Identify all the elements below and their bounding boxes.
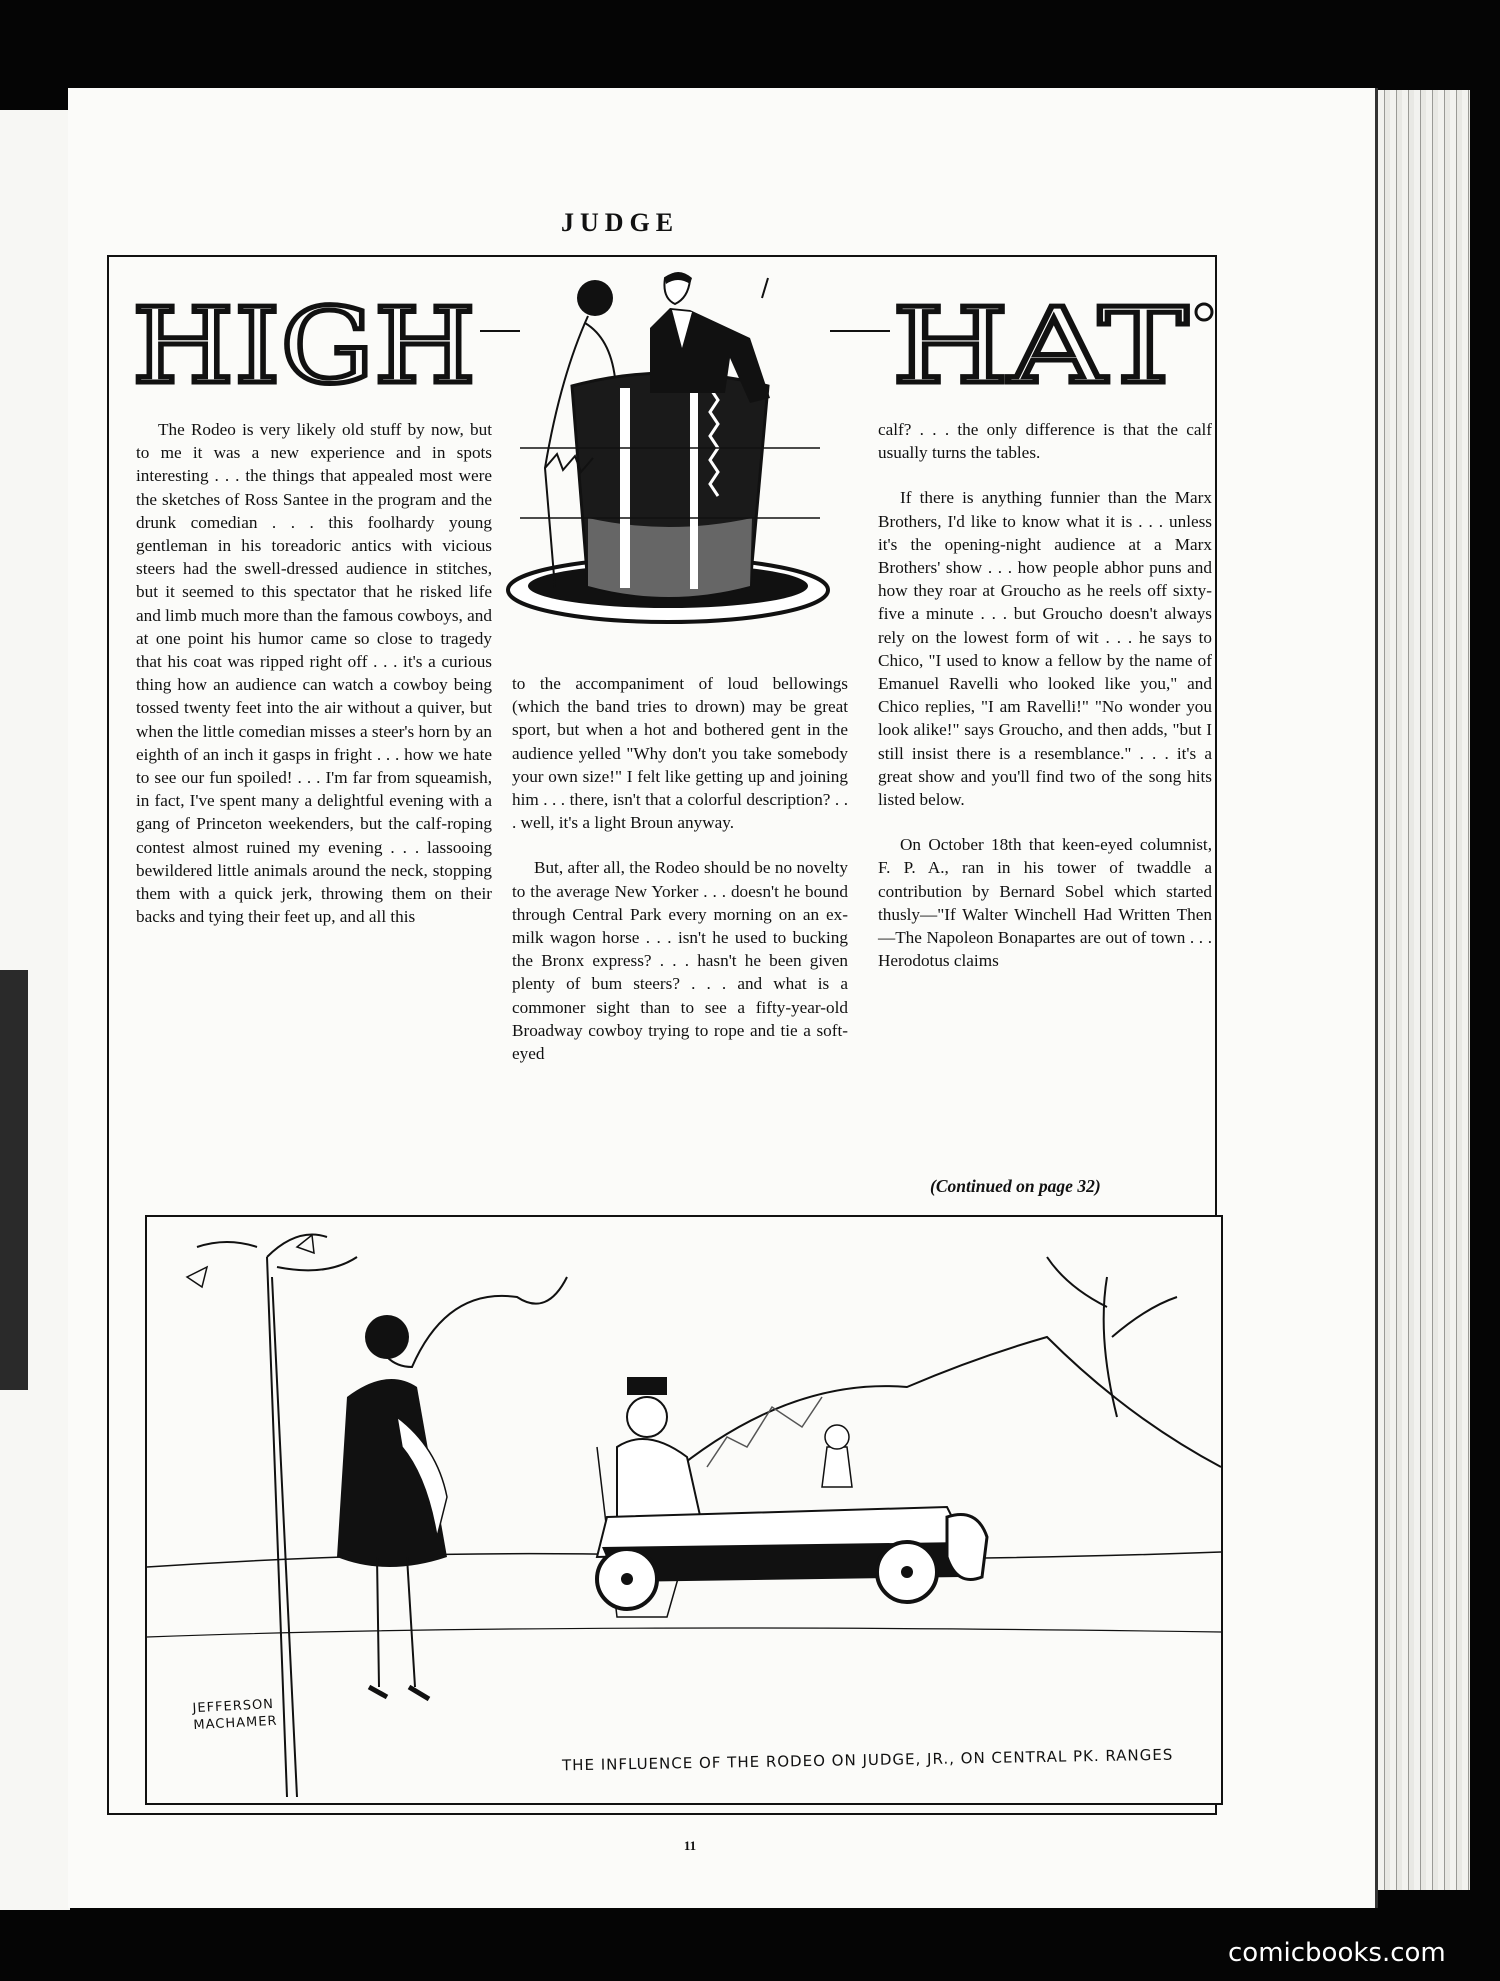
article-paragraph: If there is anything funnier than the Marx Brothers, I'd like to know what it is . . . unless it's the opening-night audience at a Marx Brothers' show . . . how people abhor puns and how they roar at Groucho as he reels off sixty-five a minute . . . but Groucho doesn't always rely on the lowest form of wit . . . he says to Chico, "I used to know a fellow by the name of Emanuel Ravelli who looked like you," and Chico replies, "I am Ravelli!" "No wonder you look alike!" says Groucho, and then adds, "but I still insist there is a resemblance." . . . it's a great show and you'll find two of the song hits listed below. <box>878 488 1212 810</box>
article-column-3 <box>878 418 1212 994</box>
article-paragraph: The Rodeo is very likely old stuff by now, but to me it was a new experience and in spots interesting . . . the things that appealed most were the sketches of Ross Santee in the program and the drunk comedian . . . this foolhardy young gentleman in his toreadoric antics with vicious steers had the swell-dressed audience in stitches, but it seemed to this spectator that he risked life and limb much more than the famous cowboys, and at one point his humor came so close to tragedy that his coat was ripped right off . . . it's a curious thing how an audience can watch a cowboy being tossed twenty feet into the air without a quiver, but when the little comedian misses a steer's horn by an eighth of an inch it gasps in fright . . . how we hate to see our fun spoiled! . . . I'm far from squeamish, in fact, I've spent many a delightful evening with a gang of Princeton weekenders, but the calf-roping contest almost ruined my evening . . . lassooing bewildered little animals around the neck, stopping them with a quick jerk, throwing them on their backs and tying their feet up, and all this <box>136 420 492 927</box>
article-column-1 <box>136 418 492 950</box>
cartoon-caption: THE INFLUENCE OF THE RODEO ON JUDGE, JR., ON CENTRAL PK. RANGES <box>561 1745 1174 1775</box>
artist-signature: JEFFERSON MACHAMER <box>192 1696 278 1734</box>
cartoon-drawing <box>147 1217 1221 1803</box>
article-paragraph: calf? . . . the only difference is that the calf usually turns the tables. <box>878 420 1212 463</box>
left-page-edge <box>0 110 70 1910</box>
top-hat-illustration <box>500 268 835 633</box>
article-column-2 <box>512 672 848 1087</box>
page-number: 11 <box>683 1838 697 1853</box>
cartoon-panel <box>145 1215 1223 1805</box>
article-paragraph: But, after all, the Rodeo should be no novelty to the average New Yorker . . . doesn't he bound through Central Park every morning on an ex-milk wagon horse . . . isn't he used to bucking the Bronx express? . . . hasn't he been given plenty of bum steers? . . . and what is a commoner sight than to see a fifty-year-old Broadway cowboy trying to rope and tie a soft-eyed <box>512 858 848 1064</box>
article-paragraph: to the accompaniment of loud bellowings (which the band tries to drown) may be great sport, but when a hot and bothered gent in the audience yelled "Why don't you take somebody your own size!" I felt like getting up and joining him . . . there, isn't that a colorful description? . . . well, it's a light Broun anyway. <box>512 674 848 833</box>
banner-hat-word <box>888 290 1218 390</box>
site-watermark: comicbooks.com <box>1228 1938 1446 1968</box>
continued-note: (Continued on page 32) <box>930 1176 1101 1196</box>
banner-rule-right <box>830 330 890 332</box>
article-paragraph: On October 18th that keen-eyed columnist, F. P. A., ran in his tower of twaddle a contribution by Bernard Sobel which started thusly—"If Walter Winchell Had Written Then—The Napoleon Bonapartes are out of town . . . Herodotus claims <box>878 835 1212 971</box>
banner-high-word <box>128 290 480 390</box>
magazine-header: JUDGE <box>560 208 680 237</box>
left-page-art <box>0 970 28 1390</box>
page-stack-edge <box>1378 90 1470 1890</box>
svg-text:HIGH: HIGH <box>132 290 476 390</box>
svg-text:HAT: HAT <box>892 290 1188 390</box>
